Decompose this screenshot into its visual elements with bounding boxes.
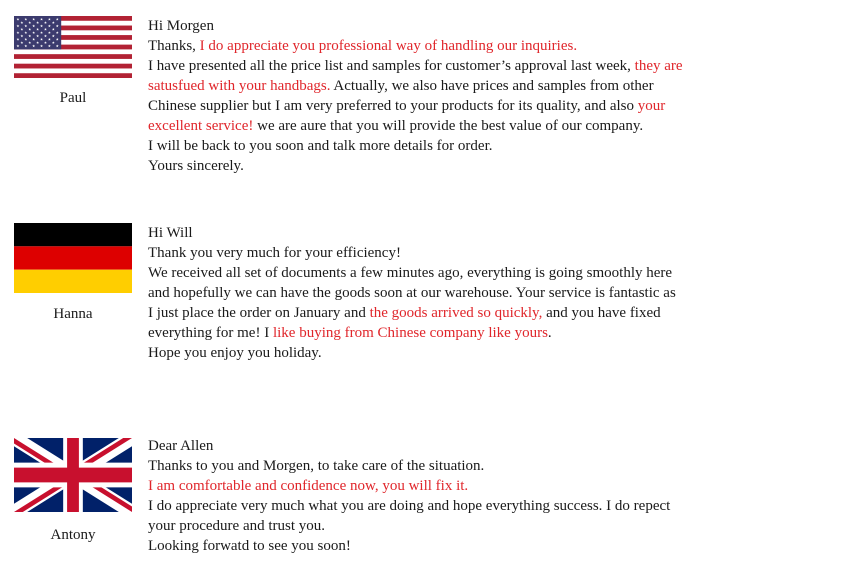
message-line (148, 283, 848, 303)
message-line (148, 456, 848, 476)
message-segment: . (547, 325, 552, 341)
usa-flag-icon (14, 16, 132, 78)
highlighted-text: like buying from Chinese company like yours (272, 325, 548, 341)
highlighted-text: the goods arrived so quickly, (369, 305, 543, 321)
message-segment: and you have fixed (542, 305, 661, 321)
message-line (148, 96, 848, 116)
message-line (148, 343, 848, 363)
message-line (148, 56, 848, 76)
message-line (148, 263, 848, 283)
message-line (148, 496, 848, 516)
author-name: Antony (50, 527, 96, 543)
message-segment: Dear Allen (148, 438, 214, 454)
message-segment: We received all set of documents a few minutes ago, everything is going smoothly here (148, 265, 673, 281)
uk-flag-icon (14, 438, 132, 512)
message-line (148, 223, 848, 243)
message-segment: Hope you enjoy you holiday. (148, 345, 322, 361)
message-segment: we are aure that you will provide the best value of our company. (253, 118, 644, 134)
message-line (148, 243, 848, 263)
germany-flag-icon (14, 223, 132, 293)
message-segment: Hi Will (148, 225, 193, 241)
message-line (148, 156, 848, 176)
message-line (148, 516, 848, 536)
highlighted-text: satusfued with your handbags. (148, 78, 331, 94)
message-segment: Thank you very much for your efficiency! (148, 245, 401, 261)
message-segment: Yours sincerely. (148, 158, 244, 174)
message-line (148, 76, 848, 96)
message-segment: I do appreciate very much what you are doing and hope everything success. I do repect (148, 498, 671, 514)
message-line (148, 16, 848, 36)
message-segment: Hi Morgen (148, 18, 214, 34)
message-text (148, 436, 848, 556)
highlighted-text: excellent service! (148, 118, 254, 134)
message-segment: everything for me! I (148, 325, 273, 341)
message-segment: Thanks, (148, 38, 200, 54)
message-segment: Thanks to you and Morgen, to take care of the situation. (148, 458, 485, 474)
message-line (148, 116, 848, 136)
message-line (148, 323, 848, 343)
highlighted-text: your (637, 98, 666, 114)
message-segment: I have presented all the price list and samples for customer’s approval last week, (148, 58, 635, 74)
message-segment: Looking forwatd to see you soon! (148, 538, 351, 554)
message-segment: Chinese supplier but I am very preferred to your products for its quality, and also (148, 98, 638, 114)
message-segment: I will be back to you soon and talk more details for order. (148, 138, 493, 154)
message-segment: and hopefully we can have the goods soon at our warehouse. Your service is fantastic as (148, 285, 676, 301)
author-name: Hanna (53, 306, 93, 322)
author-name: Paul (59, 90, 87, 106)
message-line (148, 303, 848, 323)
highlighted-text: they are (634, 58, 683, 74)
message-line (148, 136, 848, 156)
message-segment: I just place the order on January and (148, 305, 370, 321)
message-line (148, 436, 848, 456)
highlighted-text: I am comfortable and confidence now, you will fix it. (148, 478, 469, 494)
message-segment: Actually, we also have prices and samples from other (330, 78, 654, 94)
message-line (148, 36, 848, 56)
message-line (148, 536, 848, 556)
highlighted-text: I do appreciate you professional way of handling our inquiries. (199, 38, 578, 54)
message-text (148, 223, 848, 363)
message-line (148, 476, 848, 496)
message-segment: your procedure and trust you. (148, 518, 326, 534)
message-text (148, 16, 848, 176)
